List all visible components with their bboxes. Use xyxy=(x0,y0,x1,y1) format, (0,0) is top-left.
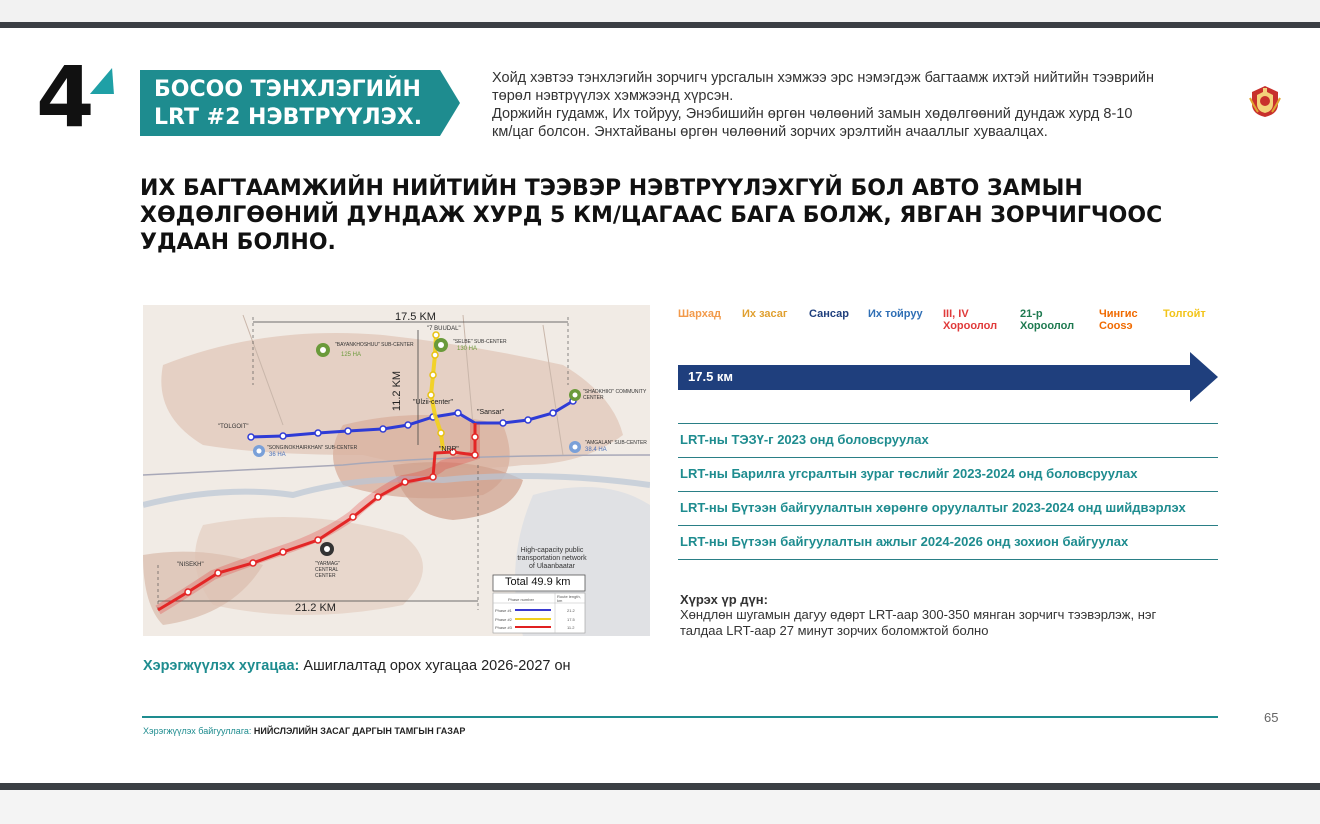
map-dist-vertical: 11.2 KM xyxy=(391,370,404,412)
map-label: "7 BUUDAL" xyxy=(427,326,461,332)
station-label: III, IV Хороолол xyxy=(943,308,998,332)
section-title-line2: LRT #2 НЭВТРҮҮЛЭХ. xyxy=(154,105,423,130)
task-item xyxy=(678,525,1218,559)
footer-label: Хэрэгжүүлэх байгууллага: xyxy=(143,726,252,736)
station-label: Сансар xyxy=(809,308,849,320)
station-label: Шархад xyxy=(678,308,721,320)
task-text: LRT-ны Бүтээн байгуулалтын хөрөнгө оруулалтыг 2023-2024 онд шийдвэрлэх xyxy=(680,500,1186,515)
map-label: 38.4 HA xyxy=(585,447,607,453)
map-label: "SELBE" SUB-CENTER xyxy=(453,339,507,345)
station-labels xyxy=(678,308,1238,338)
description-line: төрөл нэвтрүүлэх хэмжээнд хүрсэн. xyxy=(492,88,734,104)
map-dist-bottom: 21.2 KM xyxy=(295,602,336,614)
station-label: Толгойт xyxy=(1163,308,1206,320)
route-length-label: 17.5 км xyxy=(688,369,734,384)
total-value: 49.9 km xyxy=(531,576,571,588)
map-dist-top: 17.5 KM xyxy=(395,311,436,323)
legend-header-phase: Phase number xyxy=(508,597,535,602)
station-label: Их засаг xyxy=(742,308,788,320)
route-length-arrow xyxy=(678,365,1190,390)
description-line: Хойд хэвтээ тэнхлэгийн зорчигч урсгалын хэмжээ эрс нэмэгдэж багтаамж ихтэй нийтийн тээврийн xyxy=(492,70,1155,86)
deadline-label: Хэрэгжүүлэх хугацаа: xyxy=(143,658,300,674)
deadline xyxy=(143,658,571,674)
result-line: Хөндлөн шугамын дагуу өдөрт LRT-аар 300-350 мянган зорчигч тээвэрлэж, нэг xyxy=(680,607,1157,622)
route-length-arrowhead xyxy=(1190,352,1218,402)
legend-row-length: 21.2 xyxy=(567,608,575,613)
description-line: Доржийн гудамж, Их тойруу, Энэбишийн өргөн чөлөөний замын хөдөлгөөний дундаж хурд 8-10 xyxy=(492,106,1133,122)
legend-row-phase: Phase #2 xyxy=(495,617,512,622)
legend-header-length: Route length, km xyxy=(557,594,581,603)
footer-divider xyxy=(142,716,1218,718)
task-text: LRT-ны Барилга угсралтын зураг төслийг 2023-2024 онд боловсруулах xyxy=(680,466,1138,481)
slide-top-border xyxy=(0,22,1320,28)
city-emblem-icon xyxy=(1248,84,1282,118)
station-label: Их тойруу xyxy=(868,308,923,320)
page-number: 65 xyxy=(1264,710,1279,725)
footer-value: НИЙСЛЭЛИЙН ЗАСАГ ДАРГЫН ТАМГЫН ГАЗАР xyxy=(253,726,466,736)
description-line: км/цаг болсон. Энхтайваны өргөн чөлөөний зорчих эрэлтийн ачааллыг хуваалцах. xyxy=(492,124,1048,140)
lrt-route-map xyxy=(143,305,650,636)
map-label: "Sansar" xyxy=(477,409,505,416)
viewer-bottom-bar xyxy=(0,790,1320,824)
total-label: Total xyxy=(505,576,529,588)
task-item xyxy=(678,423,1218,457)
section-title xyxy=(154,76,454,132)
network-title-line: transportation network xyxy=(517,555,587,562)
map-label: "BAYANKHOSHUU" SUB-CENTER xyxy=(335,342,414,348)
task-text: LRT-ны ТЭЗҮ-г 2023 онд боловсруулах xyxy=(680,432,929,447)
station-label: Чингис Сооѕэ xyxy=(1099,308,1138,332)
result-title: Хүрэх үр дүн: xyxy=(680,592,768,607)
section-accent-mark xyxy=(90,68,126,94)
map-label: 130 HA xyxy=(457,346,478,352)
section-description xyxy=(492,69,1222,141)
map-label: "AMGALAN" SUB-CENTER xyxy=(585,440,647,446)
result-text xyxy=(680,607,1220,639)
legend-row-phase: Phase #3 xyxy=(495,625,512,630)
deadline-value: Ашиглалтад орох хугацаа 2026-2027 он xyxy=(303,658,571,674)
map-label: "NRP" xyxy=(439,446,459,453)
map-network-title xyxy=(497,547,607,571)
task-item xyxy=(678,457,1218,491)
headline-line: УДААН БОЛНО. xyxy=(140,230,336,255)
map-label: "SONGINOKHAIRKHAN" SUB-CENTER xyxy=(267,445,358,451)
headline xyxy=(140,175,1170,256)
legend-row-length: 11.2 xyxy=(567,625,575,630)
legend-row-phase: Phase #1 xyxy=(495,608,512,613)
network-title-line: High-capacity public xyxy=(520,547,584,554)
section-title-line1: БОСОО ТЭНХЛЭГИЙН xyxy=(154,77,421,102)
map-label: 125 HA xyxy=(341,352,362,358)
slide-bottom-border xyxy=(0,783,1320,790)
task-item xyxy=(678,491,1218,525)
headline-line: ХӨДӨЛГӨӨНИЙ ДУНДАЖ ХУРД 5 КМ/ЦАГААС БАГА БОЛЖ, ЯВГАН ЗОРЧИГЧООС xyxy=(140,203,1163,228)
task-list-divider xyxy=(678,559,1218,561)
footer xyxy=(143,726,465,736)
map-label: "Ulzii-center" xyxy=(413,399,453,406)
map-label: "YARMAG" CENTRAL CENTER xyxy=(315,561,340,579)
station-label: 21-р Хороолол xyxy=(1020,308,1075,332)
legend-row-length: 17.5 xyxy=(567,617,575,622)
headline-line: ИХ БАГТААМЖИЙН НИЙТИЙН ТЭЭВЭР НЭВТРҮҮЛЭХГҮЙ БОЛ АВТО ЗАМЫН xyxy=(140,176,1083,201)
map-label: 36 HA xyxy=(269,452,286,458)
map-graphic xyxy=(143,305,650,636)
map-label: "NISEKH" xyxy=(177,562,204,568)
section-number: 4 xyxy=(36,48,93,146)
network-title-line: of Ulaanbaatar xyxy=(529,563,575,570)
task-text: LRT-ны Бүтээн байгуулалтын ажлыг 2024-2026 онд зохион байгуулах xyxy=(680,534,1129,549)
task-list xyxy=(678,423,1218,561)
result-line: талдаа LRT-аар 27 минут зорчих боломжтой болно xyxy=(680,623,989,638)
map-label: "SHADKHIIO" COMMUNITY CENTER xyxy=(583,389,647,401)
map-total xyxy=(505,576,570,588)
viewer-top-bar xyxy=(0,0,1320,22)
map-label: "TOLGOIT" xyxy=(218,424,249,430)
